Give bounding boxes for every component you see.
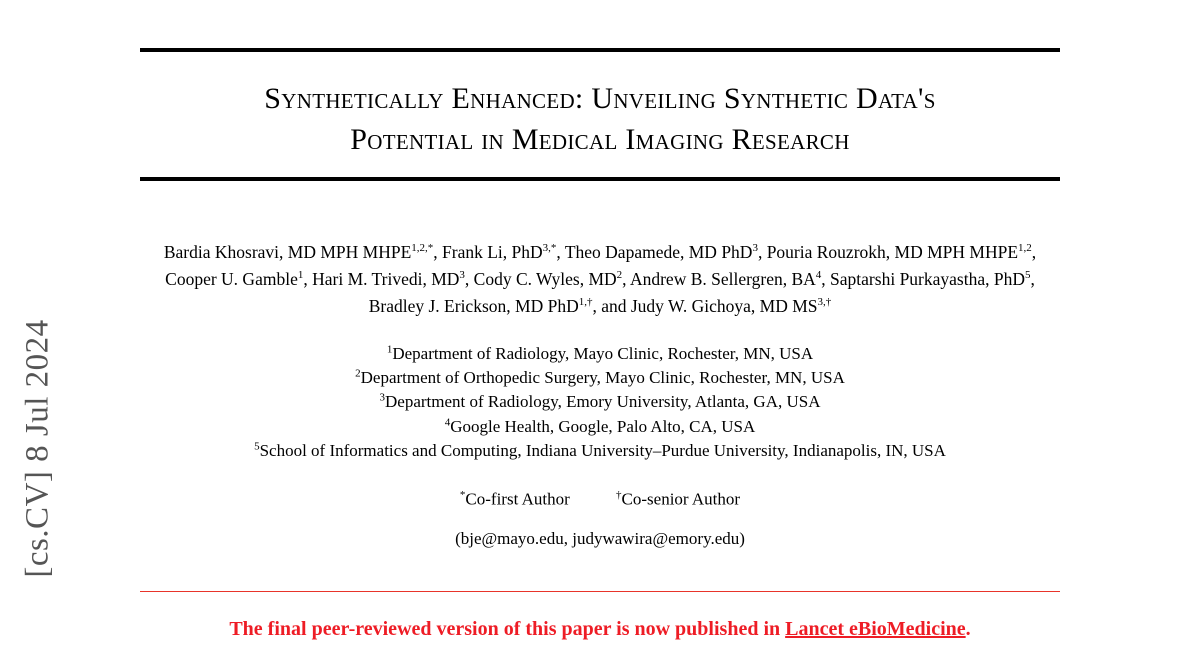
footnote-co-first-author (460, 489, 570, 510)
author-text: , Cooper U. Gamble (165, 241, 1037, 289)
affiliation-text: Google Health, Google, Palo Alto, CA, USA (450, 416, 756, 436)
affiliation-item (140, 342, 1060, 366)
author-affiliation-marker: 3,* (542, 241, 557, 254)
affiliation-text: School of Informatics and Computing, Indiana University–Purdue University, Indianapolis, IN, USA (259, 440, 946, 460)
page-title-line-1: Synthetically Enhanced: Unveiling Synthetic Data's (264, 82, 936, 115)
footnote-marker: † (616, 488, 622, 501)
affiliation-text: Department of Orthopedic Surgery, Mayo Clinic, Rochester, MN, USA (360, 368, 845, 388)
author-affiliation-marker: 4 (815, 269, 822, 282)
arxiv-identifier-stamp: [cs.CV] 8 Jul 2024 (19, 319, 56, 578)
publication-notice (140, 618, 1060, 641)
author-text: , Andrew B. Sellergren, BA (622, 268, 816, 289)
author-list (140, 239, 1060, 320)
author-text: Bardia Khosravi, MD MPH MHPE (163, 241, 412, 262)
author-text: , Hari M. Trivedi, MD (303, 268, 460, 289)
author-affiliation-marker: 3,† (817, 296, 832, 309)
footnote-text: Co-senior Author (621, 489, 741, 509)
affiliation-item (140, 390, 1060, 414)
notice-rule (140, 591, 1060, 592)
footnote-co-senior-author (616, 489, 740, 510)
author-affiliation-marker: 2 (616, 269, 623, 282)
publication-notice-suffix: . (965, 618, 971, 641)
author-affiliation-marker: 1,† (578, 296, 593, 309)
footnote-marker: * (459, 488, 466, 501)
publication-notice-prefix: The final peer-reviewed version of this paper is now published in (229, 618, 786, 641)
page-title-line-2: Potential in Medical Imaging Research (350, 123, 850, 157)
affiliation-marker: 1 (386, 343, 393, 356)
affiliation-marker: 5 (254, 440, 260, 452)
author-affiliation-marker: 5 (1024, 269, 1031, 282)
author-affiliation-marker: 1,2,* (411, 241, 434, 254)
author-affiliation-marker: 3 (752, 241, 758, 254)
author-text: , Frank Li, PhD (433, 241, 543, 262)
author-text: , and Judy W. Gichoya, MD MS (592, 296, 818, 317)
affiliation-item (140, 439, 1060, 463)
paper-title-page (140, 0, 1060, 648)
affiliation-list (140, 342, 1060, 463)
author-text: , Pouria Rouzrokh, MD MPH (757, 241, 966, 262)
author-text: , Theo Dapamede, MD PhD (556, 241, 753, 262)
affiliation-marker: 4 (444, 415, 451, 428)
author-text: , Cody C. Wyles, MD (464, 268, 617, 289)
title-rule-top (140, 48, 1060, 52)
affiliation-marker: 2 (355, 367, 361, 380)
author-text: MHPE (969, 241, 1019, 262)
author-text: , Bradley J. Erickson, MD PhD (368, 268, 1035, 317)
author-footnotes (140, 489, 1060, 510)
contact-emails: (bje@mayo.edu, judywawira@emory.edu) (455, 529, 745, 549)
page-title (146, 78, 1054, 161)
footnote-text: Co-first Author (465, 489, 570, 509)
title-rule-bottom (140, 177, 1060, 181)
affiliation-text: Department of Radiology, Mayo Clinic, Rochester, MN, USA (392, 344, 814, 364)
lancet-ebiomedicine-link[interactable]: Lancet eBioMedicine (785, 618, 966, 641)
author-affiliation-marker: 1 (297, 269, 304, 282)
affiliation-text: Department of Radiology, Emory University, Atlanta, GA, USA (385, 392, 821, 412)
author-affiliation-marker: 1,2 (1018, 241, 1032, 254)
affiliation-marker: 3 (379, 391, 385, 404)
author-text: , Saptarshi (821, 268, 896, 289)
author-affiliation-marker: 3 (459, 269, 465, 282)
affiliation-item (140, 415, 1060, 439)
author-text: Purkayastha, PhD (899, 268, 1025, 289)
affiliation-item (140, 366, 1060, 390)
